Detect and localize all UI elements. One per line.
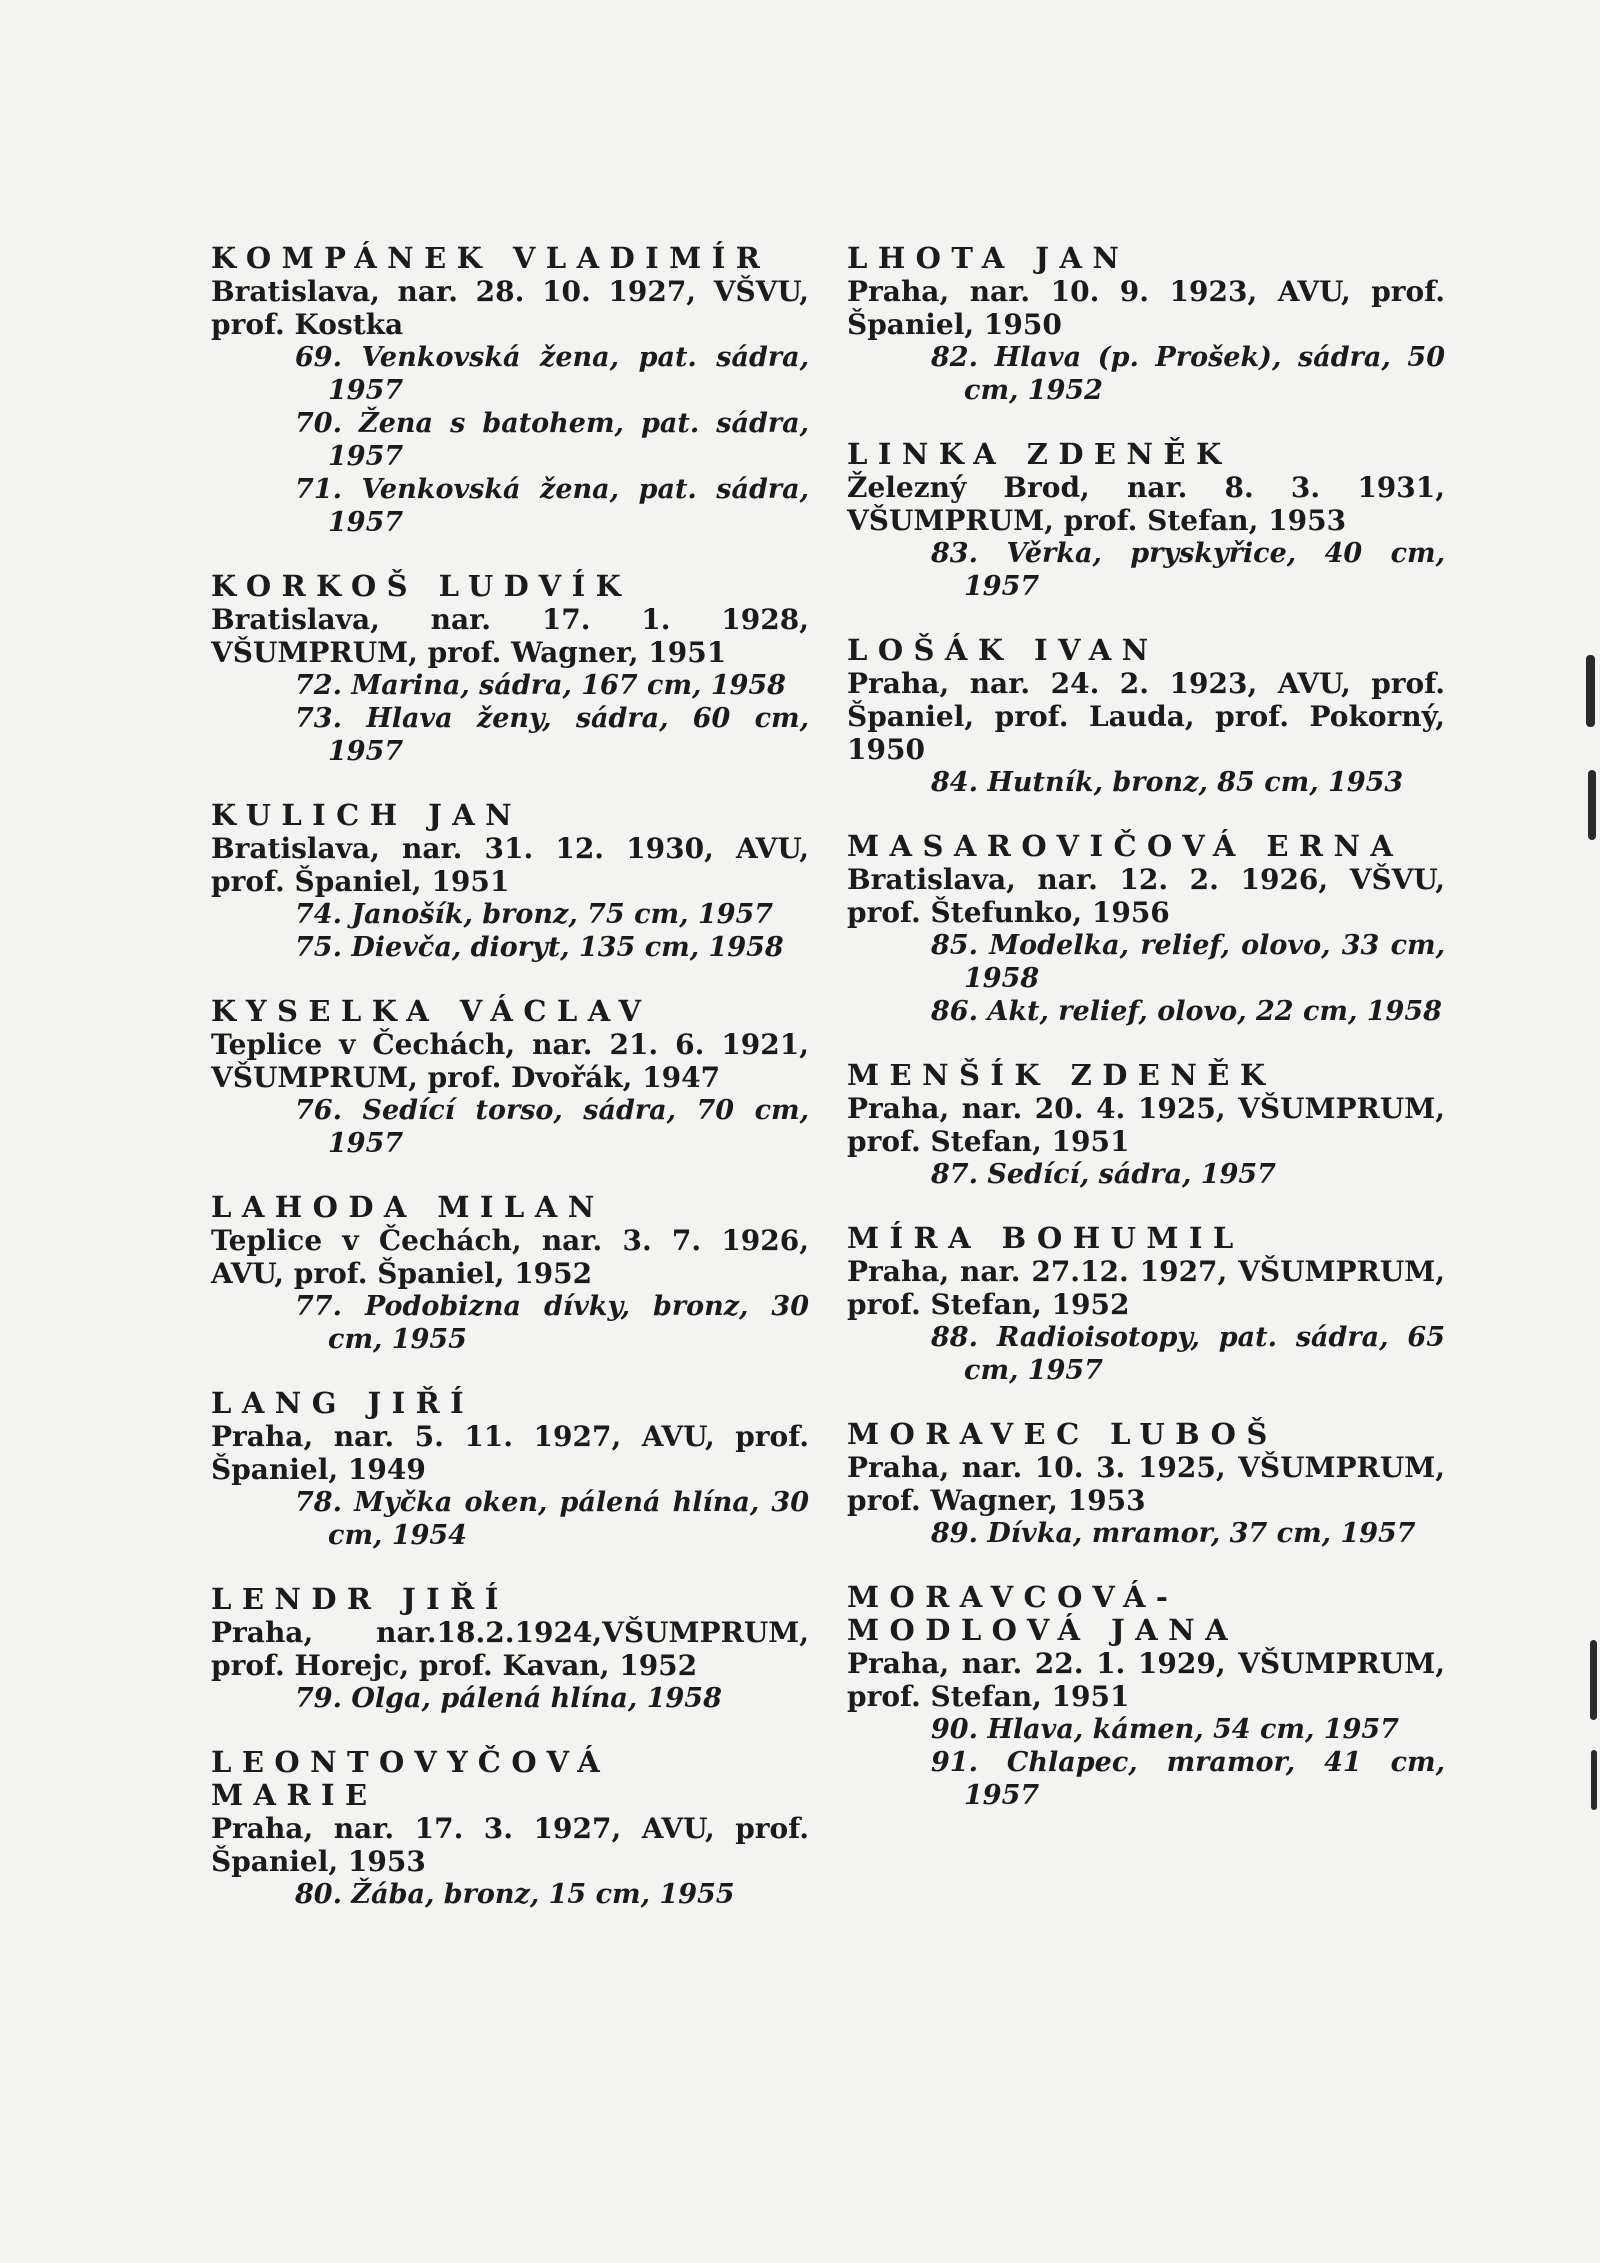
artwork-item: 76. Sedící torso, sádra, 70 cm, 1957 [295, 1095, 809, 1159]
artist-entry [211, 242, 809, 539]
artist-entry [847, 1581, 1445, 1812]
artist-entry [847, 1059, 1445, 1191]
right-column [847, 242, 1445, 1843]
artist-bio: Praha, nar. 20. 4. 1925, VŠUMPRUM, prof. Stefan, 1951 [847, 1092, 1445, 1158]
artist-entry [847, 438, 1445, 603]
artwork-item: 73. Hlava ženy, sádra, 60 cm, 1957 [295, 703, 809, 767]
artist-name: MÍRA BOHUMIL [847, 1221, 1244, 1255]
artist-name: KYSELKA VÁCLAV [211, 994, 652, 1028]
artwork-item: 78. Myčka oken, pálená hlína, 30 cm, 1954 [295, 1487, 809, 1551]
artist-bio: Bratislava, nar. 28. 10. 1927, VŠVU, prof. Kostka [211, 275, 809, 341]
artwork-item: 74. Janošík, bronz, 75 cm, 1957 [295, 899, 774, 930]
page-edge-mark [1591, 1750, 1597, 1810]
left-column [211, 242, 809, 1942]
artist-entry [211, 799, 809, 964]
artist-bio: Praha, nar. 24. 2. 1923, AVU, prof. Španiel, prof. Lauda, prof. Pokorný, 1950 [847, 667, 1445, 766]
page-edge-mark [1590, 1640, 1597, 1720]
artist-bio: Praha, nar. 17. 3. 1927, AVU, prof. Španiel, 1953 [211, 1812, 809, 1878]
artist-bio: Praha, nar.18.2.1924,VŠUMPRUM, prof. Horejc, prof. Kavan, 1952 [211, 1616, 809, 1682]
artwork-item: 79. Olga, pálená hlína, 1958 [295, 1683, 722, 1714]
artwork-item: 75. Dievča, dioryt, 135 cm, 1958 [295, 932, 784, 963]
artwork-item: 70. Žena s batohem, pat. sádra, 1957 [295, 408, 809, 472]
artist-entry [847, 634, 1445, 799]
artwork-item: 84. Hutník, bronz, 85 cm, 1953 [931, 767, 1404, 798]
artwork-item: 90. Hlava, kámen, 54 cm, 1957 [931, 1714, 1399, 1745]
artist-name: LINKA ZDENĚK [847, 437, 1232, 471]
artwork-item: 88. Radioisotopy, pat. sádra, 65 cm, 1957 [931, 1322, 1445, 1386]
artist-name: LANG JIŘÍ [211, 1386, 475, 1420]
artist-bio: Bratislava, nar. 12. 2. 1926, VŠVU, prof. Štefunko, 1956 [847, 863, 1445, 929]
page-edge-mark [1586, 655, 1595, 727]
artist-bio: Praha, nar. 27.12. 1927, VŠUMPRUM, prof. Stefan, 1952 [847, 1255, 1445, 1321]
artist-bio: Železný Brod, nar. 8. 3. 1931, VŠUMPRUM, prof. Stefan, 1953 [847, 471, 1445, 537]
artwork-item: 89. Dívka, mramor, 37 cm, 1957 [931, 1518, 1416, 1549]
artist-name: KULICH JAN [211, 798, 523, 832]
artwork-item: 83. Věrka, pryskyřice, 40 cm, 1957 [931, 538, 1445, 602]
artist-name: KORKOŠ LUDVÍK [211, 569, 632, 603]
page-edge-mark [1588, 770, 1596, 840]
artist-bio: Praha, nar. 5. 11. 1927, AVU, prof. Španiel, 1949 [211, 1420, 809, 1486]
artwork-item: 91. Chlapec, mramor, 41 cm, 1957 [931, 1747, 1445, 1811]
artist-bio: Praha, nar. 10. 3. 1925, VŠUMPRUM, prof. Wagner, 1953 [847, 1451, 1445, 1517]
artwork-item: 86. Akt, relief, olovo, 22 cm, 1958 [931, 996, 1442, 1027]
artist-name: LHOTA JAN [847, 241, 1130, 275]
artist-name: MORAVCOVÁ- MODLOVÁ JANA [847, 1580, 1239, 1647]
artist-name: LAHODA MILAN [211, 1190, 605, 1224]
artist-name: LOŠÁK IVAN [847, 633, 1159, 667]
artist-bio: Teplice v Čechách, nar. 21. 6. 1921, VŠUMPRUM, prof. Dvořák, 1947 [211, 1028, 809, 1094]
artwork-item: 77. Podobizna dívky, bronz, 30 cm, 1955 [295, 1291, 809, 1355]
artist-entry [847, 1222, 1445, 1387]
artist-entry [211, 1746, 809, 1911]
artist-bio: Bratislava, nar. 17. 1. 1928, VŠUMPRUM, prof. Wagner, 1951 [211, 603, 809, 669]
artwork-item: 82. Hlava (p. Prošek), sádra, 50 cm, 1952 [931, 342, 1445, 406]
artist-name: LENDR JIŘÍ [211, 1582, 509, 1616]
artist-bio: Praha, nar. 22. 1. 1929, VŠUMPRUM, prof. Stefan, 1951 [847, 1647, 1445, 1713]
artist-entry [211, 1191, 809, 1356]
artwork-item: 80. Žába, bronz, 15 cm, 1955 [295, 1879, 735, 1910]
artwork-item: 69. Venkovská žena, pat. sádra, 1957 [295, 342, 809, 406]
artist-entry [847, 830, 1445, 1028]
artist-bio: Bratislava, nar. 31. 12. 1930, AVU, prof. Španiel, 1951 [211, 832, 809, 898]
artwork-item: 87. Sedící, sádra, 1957 [931, 1159, 1276, 1190]
artist-name: KOMPÁNEK VLADIMÍR [211, 241, 771, 275]
artist-name: MASAROVIČOVÁ ERNA [847, 829, 1404, 863]
artwork-item: 85. Modelka, relief, olovo, 33 cm, 1958 [931, 930, 1445, 994]
artist-entry [211, 570, 809, 768]
artist-entry [211, 1583, 809, 1715]
artist-name: MENŠÍK ZDENĚK [847, 1058, 1276, 1092]
artwork-item: 71. Venkovská žena, pat. sádra, 1957 [295, 474, 809, 538]
artist-entry [211, 1387, 809, 1552]
artist-name: MORAVEC LUBOŠ [847, 1417, 1278, 1451]
artist-bio: Teplice v Čechách, nar. 3. 7. 1926, AVU, prof. Španiel, 1952 [211, 1224, 809, 1290]
artist-entry [847, 242, 1445, 407]
artwork-item: 72. Marina, sádra, 167 cm, 1958 [295, 670, 786, 701]
artist-entry [211, 995, 809, 1160]
artist-name: LEONTOVYČOVÁ MARIE [211, 1745, 611, 1812]
artist-bio: Praha, nar. 10. 9. 1923, AVU, prof. Španiel, 1950 [847, 275, 1445, 341]
artist-entry [847, 1418, 1445, 1550]
